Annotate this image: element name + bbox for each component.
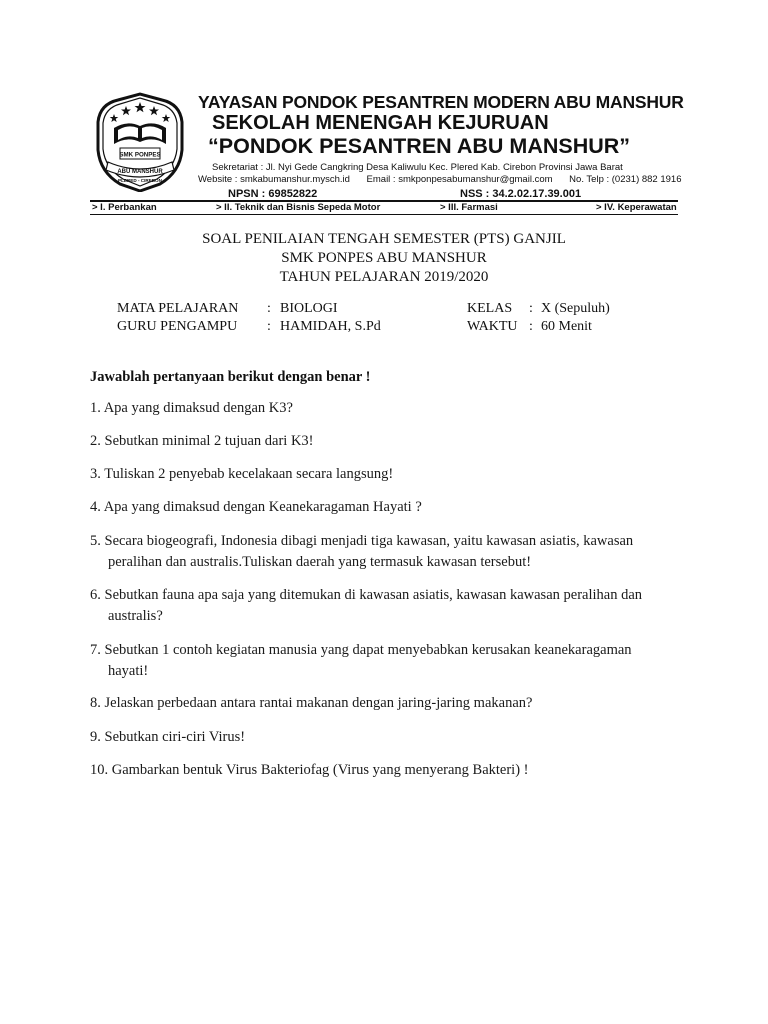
- separator: :: [529, 319, 533, 334]
- question-6-line-1: 6. Sebutkan fauna apa saja yang ditemukan di kawasan asiatis, kawasan kawasan peralihan dan: [90, 587, 643, 603]
- question-7-line-1: 7. Sebutkan 1 contoh kegiatan manusia yang dapat menyebabkan kerusakan keanekaragaman: [90, 642, 632, 658]
- subject-row: [117, 300, 447, 318]
- exam-title-line: SMK PONPES ABU MANSHUR: [281, 250, 487, 266]
- separator: :: [267, 319, 271, 334]
- school-name: “PONDOK PESANTREN ABU MANSHUR”: [208, 134, 631, 158]
- program-item: > III. Farmasi: [440, 202, 498, 213]
- exam-info-right: [467, 300, 667, 336]
- exam-title-line: TAHUN PELAJARAN 2019/2020: [279, 269, 489, 285]
- question-4: 4. Apa yang dimaksud dengan Keanekaragaman Hayati ?: [90, 499, 422, 515]
- exam-info-left: [117, 300, 447, 336]
- time-value: 60 Menit: [541, 319, 592, 334]
- separator: :: [529, 301, 533, 316]
- teacher-value: HAMIDAH, S.Pd: [280, 319, 381, 334]
- teacher-row: [117, 318, 447, 336]
- question-7-line-2: hayati!: [108, 663, 149, 679]
- emblem-ribbon-text: ABU MANSHUR: [117, 169, 163, 175]
- program-item: > II. Teknik dan Bisnis Sepeda Motor: [216, 202, 381, 213]
- nss: NSS : 34.2.02.17.39.001: [460, 188, 582, 200]
- teacher-label: GURU PENGAMPU: [117, 319, 238, 334]
- npsn: NPSN : 69852822: [228, 188, 318, 200]
- subject-label: MATA PELAJARAN: [117, 301, 239, 316]
- school-address: Sekretariat : Jl. Nyi Gede Cangkring Desa Kaliwulu Kec. Plered Kab. Cirebon Provinsi Jawa Barat: [212, 162, 623, 173]
- school-type: SEKOLAH MENENGAH KEJURUAN: [212, 112, 549, 134]
- class-row: [467, 300, 667, 318]
- emblem-bottom-text: PLERED - CIREBON: [118, 178, 162, 183]
- program-bar: [90, 200, 678, 215]
- program-item: > I. Perbankan: [92, 202, 157, 213]
- question-5: [90, 531, 680, 573]
- time-label: WAKTU: [467, 319, 518, 334]
- school-email: Email : smkponpesabumanshur@gmail.com: [366, 174, 553, 185]
- time-row: [467, 318, 667, 336]
- school-website: Website : smkabumanshur.mysch.id: [198, 174, 350, 185]
- question-7: [90, 640, 680, 682]
- emblem-top-text: SMK PONPES: [119, 151, 161, 159]
- question-6: [90, 585, 680, 627]
- school-ids: [198, 187, 678, 201]
- subject-value: BIOLOGI: [280, 301, 338, 316]
- class-value: X (Sepuluh): [541, 301, 610, 316]
- letterhead-text: [198, 92, 684, 201]
- question-1: 1. Apa yang dimaksud dengan K3?: [90, 400, 293, 416]
- separator: :: [267, 301, 271, 316]
- school-emblem: [90, 92, 190, 192]
- school-phone: No. Telp : (0231) 882 1916: [569, 174, 682, 185]
- letterhead: [90, 92, 684, 215]
- school-contact: [198, 174, 682, 186]
- question-5-line-2: peralihan dan australis.Tuliskan daerah yang termasuk kawasan tersebut!: [108, 554, 532, 570]
- question-5-line-1: 5. Secara biogeografi, Indonesia dibagi menjadi tiga kawasan, yaitu kawasan asiatis, kawasan: [90, 533, 634, 549]
- exam-title-line: SOAL PENILAIAN TENGAH SEMESTER (PTS) GANJIL: [202, 231, 566, 247]
- program-item: > IV. Keperawatan: [596, 202, 677, 213]
- question-3: 3. Tuliskan 2 penyebab kecelakaan secara langsung!: [90, 466, 394, 482]
- question-8: 8. Jelaskan perbedaan antara rantai makanan dengan jaring-jaring makanan?: [90, 695, 533, 711]
- question-2: 2. Sebutkan minimal 2 tujuan dari K3!: [90, 433, 314, 449]
- foundation-name: YAYASAN PONDOK PESANTREN MODERN ABU MANSHUR: [198, 92, 684, 112]
- question-9: 9. Sebutkan ciri-ciri Virus!: [90, 729, 246, 745]
- class-label: KELAS: [467, 301, 513, 316]
- instruction: Jawablah pertanyaan berikut dengan benar !: [90, 369, 371, 385]
- exam-title: [0, 230, 768, 287]
- question-10: 10. Gambarkan bentuk Virus Bakteriofag (Virus yang menyerang Bakteri) !: [90, 762, 529, 778]
- question-6-line-2: australis?: [108, 608, 163, 624]
